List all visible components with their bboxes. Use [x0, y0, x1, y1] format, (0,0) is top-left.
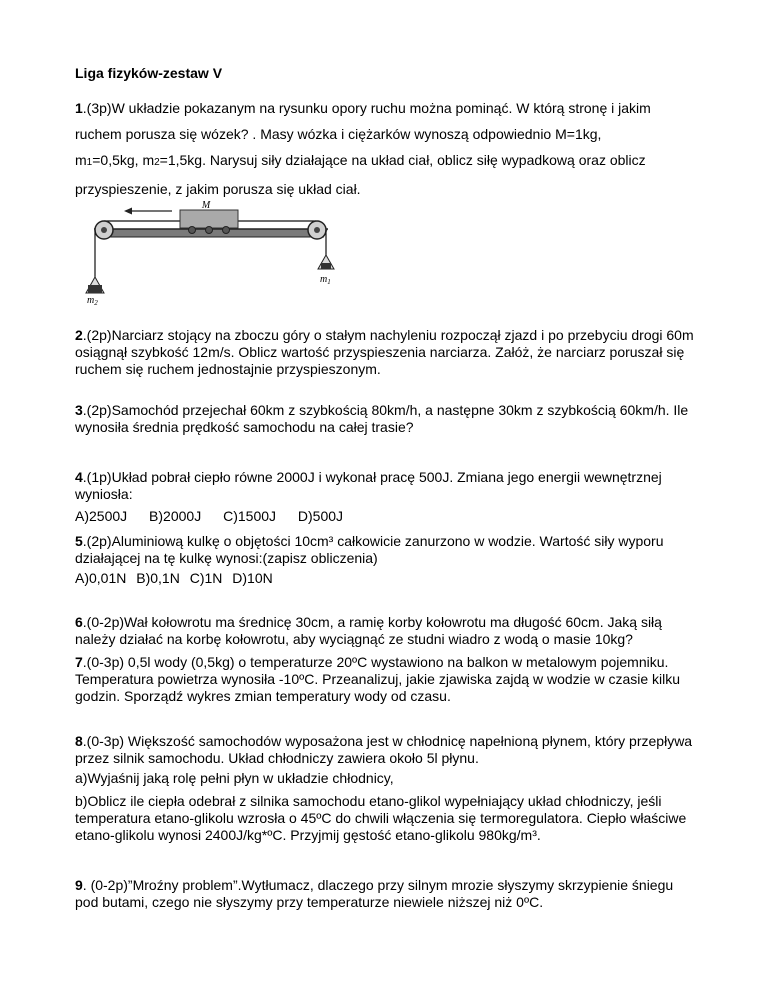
question-5: 5.(2p)Aluminiową kulkę o objętości 10cm³ całkowicie zanurzono w wodzie. Wartość siły wyporu działającej na tę kulkę wynosi:(zapisz obliczenia)	[75, 533, 664, 566]
question-number: 5	[75, 533, 83, 549]
question-3: 3.(2p)Samochód przejechał 60km z szybkością 80km/h, a następne 30km z szybkością 60km/h. Ile wynosiła średnia prędkość samochodu na całej trasie?	[75, 402, 689, 435]
question-number: 1	[75, 100, 83, 116]
question-number: 2	[75, 327, 83, 343]
question-8-part-a: a)Wyjaśnij jaką rolę pełni płyn w układzie chłodnicy,	[75, 770, 394, 786]
question-4-options	[75, 508, 695, 525]
question-1-line-4: przyspieszenie, z jakim porusza się układ ciał.	[75, 181, 361, 197]
question-9: 9. (0-2p)”Mroźny problem”.Wytłumacz, dlaczego przy silnym mrozie słyszymy skrzypienie śniegu pod butami, czego nie słyszymy przy temperaturze niewiele niższej niż 0ºC.	[75, 877, 674, 910]
cart-M	[180, 210, 238, 234]
left-pulley	[95, 221, 113, 239]
question-number: 6	[75, 614, 83, 630]
question-number: 7	[75, 654, 83, 670]
question-4: 4.(1p)Układ pobrał ciepło równe 2000J i wykonał pracę 500J. Zmiana jego energii wewnętrznej wyniosła:	[75, 469, 662, 502]
option-b: B)2000J	[149, 508, 202, 524]
question-number: 3	[75, 402, 83, 418]
right-pulley	[308, 221, 326, 239]
question-6: 6.(0-2p)Wał kołowrotu ma średnicę 30cm, a ramię korby kołowrotu ma długość 60cm. Jaką siłą należy działać na korbę kołowrotu, aby wyciągnąć ze studni wiadro z wodą o masie 10kg?	[75, 614, 662, 647]
question-1	[75, 95, 695, 202]
question-7: 7.(0-3p) 0,5l wody (0,5kg) o temperaturze 20ºC wystawiono na balkon w metalowym pojemniku. Temperatura powietrza wynosiła -10ºC. Przeanalizuj, jakie zjawiska zajdą w wodzie w czasie kilku godzin. Sporządź wykres zmian temperatury wody od czasu.	[75, 654, 681, 704]
question-1-line-2: ruchem porusza się wózek? . Masy wózka i ciężarków wynoszą odpowiednio M=1kg,	[75, 126, 602, 142]
label-m2: $m_2$	[87, 295, 98, 307]
label-m1: $m_1$	[320, 274, 331, 286]
document-title: Liga fizyków-zestaw V	[75, 65, 223, 81]
question-5-options	[75, 570, 695, 587]
option-a: A)2500J	[75, 508, 128, 524]
option-d: D)10N	[232, 570, 273, 586]
question-number: 4	[75, 469, 83, 485]
pulley-cart-diagram	[80, 197, 348, 309]
option-a: A)0,01N	[75, 570, 127, 586]
question-1-line-1: 1.(3p)W układzie pokazanym na rysunku opory ruchu można pominąć. W którą stronę i jakim	[75, 100, 651, 116]
option-d: D)500J	[297, 508, 344, 524]
label-M: M	[201, 200, 211, 211]
question-1-line-3: m1=0,5kg, m2=1,5kg. Narysuj siły działające na układ ciał, oblicz siłę wypadkową oraz oblicz	[75, 152, 646, 168]
question-number: 8	[75, 733, 83, 749]
option-c: C)1500J	[223, 508, 277, 524]
question-2: 2.(2p)Narciarz stojący na zboczu góry o stałym nachyleniu rozpoczął zjazd i po przebyciu drogi 60m osiągnął szybkość 12m/s. Oblicz wartość przyspieszenia narciarza. Załóż, że narciarz poruszał się ruchem się ruchem jednostajnie przyspieszonym.	[75, 327, 694, 377]
question-8: 8.(0-3p) Większość samochodów wyposażona jest w chłodnicę napełnioną płynem, który przepływa przez silnik samochodu. Układ chłodniczy zawiera około 5l płynu.	[75, 733, 693, 766]
option-b: B)0,1N	[136, 570, 180, 586]
option-c: C)1N	[189, 570, 223, 586]
question-number: 9	[75, 877, 83, 893]
question-8-part-b: b)Oblicz ile ciepła odebrał z silnika samochodu etano-glikol wypełniający układ chłodniczy, jeśli temperatura etano-glikolu wzrosła o 45ºC do chwili włączenia się termoregulatora. Ciepło właściwe etano-glikolu wynosi 2400J/kg*ºC. Przyjmij gęstość etano-glikolu 980kg/m³.	[75, 793, 687, 843]
